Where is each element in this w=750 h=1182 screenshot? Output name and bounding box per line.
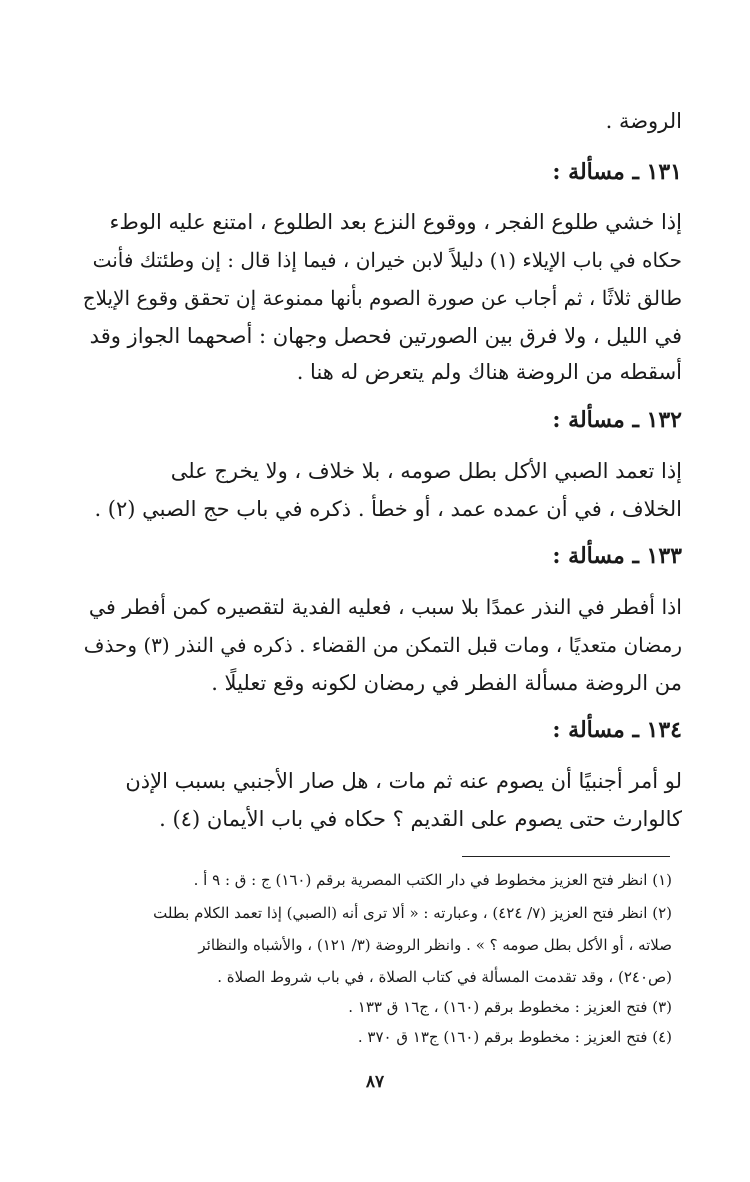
section-131-line-3: طالق ثلاثًا ، ثم أجاب عن صورة الصوم بأنها ممنوعة إن تحقق وقوع الإيلاج: [82, 286, 682, 310]
footnote-1: (١) انظر فتح العزيز مخطوط في دار الكتب المصرية برقم (١٦٠) ج : ق : ٩ أ .: [193, 871, 672, 889]
section-133-line-1: اذا أفطر في النذر عمدًا بلا سبب ، فعليه الفدية لتقصيره كمن أفطر في: [88, 595, 682, 619]
section-heading-131: ١٣١ ـ مسألة :: [552, 159, 682, 185]
section-131-line-5: أسقطه من الروضة هناك ولم يتعرض له هنا .: [296, 360, 682, 384]
section-heading-133: ١٣٣ ـ مسألة :: [552, 543, 682, 569]
page-number: ٨٧: [365, 1072, 385, 1092]
section-heading-134: ١٣٤ ـ مسألة :: [552, 717, 682, 743]
footnote-separator: [462, 856, 670, 857]
section-131-line-4: في الليل ، ولا فرق بين الصورتين فحصل وجهان : أصحهما الجواز وقد: [89, 324, 682, 348]
footnote-2-line-2: صلاته ، أو الأكل بطل صومه ؟ » . وانظر الروضة (٣/ ١٢١) ، والأشباه والنظائر: [198, 936, 672, 954]
section-heading-132: ١٣٢ ـ مسألة :: [552, 407, 682, 433]
footnote-3: (٣) فتح العزيز : مخطوط برقم (١٦٠) ، ج١٦ ق ١٣٣ .: [348, 998, 672, 1016]
footnote-2-line-3: (ص٢٤٠) ، وقد تقدمت المسألة في كتاب الصلاة ، في باب شروط الصلاة .: [217, 968, 672, 986]
footnote-4: (٤) فتح العزيز : مخطوط برقم (١٦٠) ج١٣ ق ٣٧٠ .: [357, 1028, 672, 1046]
footnote-2-line-1: (٢) انظر فتح العزيز (٧/ ٤٢٤) ، وعبارته : « ألا ترى أنه (الصبي) إذا تعمد الكلام بطلت: [153, 904, 672, 922]
section-132-line-2: الخلاف ، في أن عمده عمد ، أو خطأ . ذكره في باب حج الصبي (٢) .: [94, 497, 682, 521]
section-131-line-1: إذا خشي طلوع الفجر ، ووقوع النزع بعد الطلوع ، امتنع عليه الوطء: [109, 210, 682, 234]
section-133-line-2: رمضان متعديًا ، ومات قبل التمكن من القضاء . ذكره في النذر (٣) وحذف: [83, 633, 682, 657]
section-132-line-1: إذا تعمد الصبي الأكل بطل صومه ، بلا خلاف ، ولا يخرج على: [170, 459, 682, 483]
section-134-line-2: كالوارث حتى يصوم على القديم ؟ حكاه في باب الأيمان (٤) .: [159, 807, 682, 831]
section-134-line-1: لو أمر أجنبيًا أن يصوم عنه ثم مات ، هل صار الأجنبي بسبب الإذن: [125, 769, 682, 793]
section-131-line-2: حكاه في باب الإيلاء (١) دليلاً لابن خيران ، فيما إذا قال : إن وطئتك فأنت: [92, 248, 682, 272]
section-133-line-3: من الروضة مسألة الفطر في رمضان لكونه وقع تعليلًا .: [211, 671, 682, 695]
continuation-line: الروضة .: [605, 109, 682, 133]
